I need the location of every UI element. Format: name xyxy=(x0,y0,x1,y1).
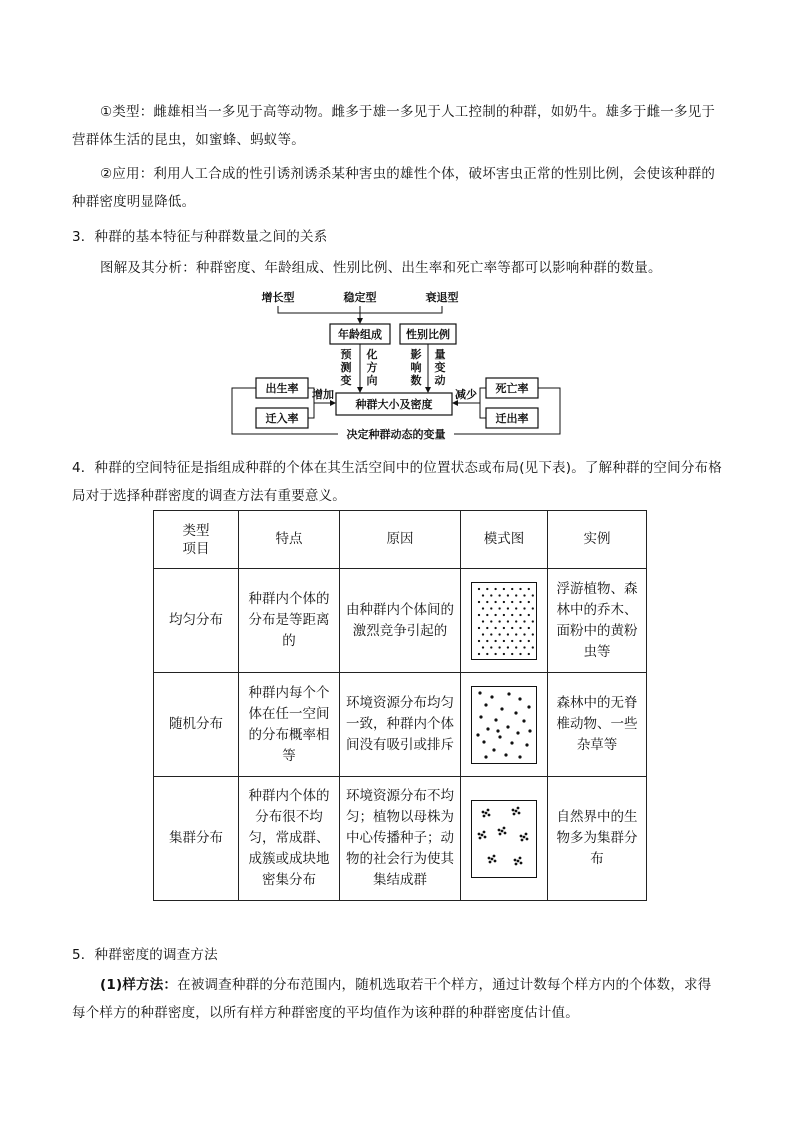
pattern-dot xyxy=(527,705,530,708)
pattern-dot xyxy=(515,620,517,622)
pattern-dot xyxy=(528,626,530,628)
pattern-dot xyxy=(490,633,492,635)
section-3-text: 图解及其分析：种群密度、年龄组成、性别比例、出生率和死亡率等都可以影响种群的数量。 xyxy=(100,260,662,276)
pattern-dot xyxy=(519,587,521,589)
pattern-dot xyxy=(476,733,479,736)
cell-type: 均匀分布 xyxy=(154,569,239,673)
pattern-dot xyxy=(486,652,488,654)
section-4-title: 4．种群的空间特征是指组成种群的个体在其生活空间中的位置状态或布局(见下表)。了解种群的空间分布格局对于选择种群密度的调查方法有重要意义。 xyxy=(72,460,722,504)
pattern-dot xyxy=(522,719,525,722)
pattern-dot xyxy=(494,639,496,641)
pattern-dot xyxy=(523,594,525,596)
pattern-dot xyxy=(511,587,513,589)
pattern-dot xyxy=(486,587,488,589)
text-change-3: 向 xyxy=(366,374,378,387)
pattern-dot xyxy=(482,646,484,648)
pattern-dot xyxy=(511,600,513,602)
pattern-dot xyxy=(494,859,497,862)
pattern-dot xyxy=(503,600,505,602)
sampling-method-text: 在被调查种群的分布范围内，随机选取若干个样方，通过计数每个样方内的个体数，求得每个样方的种群密度，以所有样方种群密度的平均值作为该种群的种群密度估计值。 xyxy=(72,977,712,1021)
text-quantity-1: 量 xyxy=(434,348,446,361)
pattern-dot xyxy=(494,652,496,654)
pattern-dot xyxy=(515,862,518,865)
pattern-dot xyxy=(494,718,497,721)
pattern-dot xyxy=(478,832,481,835)
pattern-dot xyxy=(482,740,485,743)
header-type: 类型 xyxy=(182,522,210,539)
pattern-dot xyxy=(478,652,480,654)
pattern-dot xyxy=(490,620,492,622)
pattern-dot xyxy=(510,741,513,744)
header-item: 项目 xyxy=(182,540,210,557)
pattern-dot xyxy=(486,626,488,628)
pattern-dot xyxy=(532,594,534,596)
pattern-dot xyxy=(482,810,485,813)
pattern-dot xyxy=(478,600,480,602)
pattern-dot xyxy=(483,814,486,817)
pattern-dot xyxy=(479,836,482,839)
section-5-text xyxy=(72,971,722,1027)
pattern-dot xyxy=(523,646,525,648)
pattern-dot xyxy=(503,626,505,628)
pattern-dot xyxy=(481,833,484,836)
pattern-dot xyxy=(478,626,480,628)
table-row xyxy=(154,673,647,777)
label-sex-ratio: 性别比例 xyxy=(406,328,450,341)
pattern-dot xyxy=(507,646,509,648)
cell-example: 森林中的无脊椎动物、一些杂草等 xyxy=(548,673,647,777)
cell-cause: 由种群内个体间的激烈竞争引起的 xyxy=(340,569,461,673)
text-quantity-2: 变 xyxy=(434,361,446,374)
paragraph-sex-ratio-application: ②应用：利用人工合成的性引诱剂诱杀某种害虫的雄性个体，破坏害虫正常的性别比例，会使该种群的种群密度明显降低。 xyxy=(72,166,716,210)
pattern-dot xyxy=(503,826,506,829)
cell-feature: 种群内每个个体在任一空间的分布概率相等 xyxy=(239,673,340,777)
label-stable-type: 稳定型 xyxy=(343,291,377,304)
pattern-dot xyxy=(506,725,509,728)
pattern-dot xyxy=(482,620,484,622)
pattern-dot xyxy=(478,613,480,615)
cell-pattern xyxy=(461,673,548,777)
pattern-dot xyxy=(528,587,530,589)
pattern-dot xyxy=(486,639,488,641)
uniform-distribution-pattern xyxy=(471,582,537,660)
section-5-title: 5．种群密度的调查方法 xyxy=(72,947,218,963)
pattern-dot xyxy=(519,652,521,654)
pattern-dot xyxy=(507,692,510,695)
pattern-dot xyxy=(494,626,496,628)
pattern-dot xyxy=(494,587,496,589)
population-characteristics-diagram xyxy=(226,288,566,440)
pattern-dot xyxy=(511,626,513,628)
label-death-rate: 死亡率 xyxy=(495,382,529,395)
paragraph-sex-ratio-types: ①类型：雌雄相当一多见于高等动物。雌多于雄一多见于人工控制的种群，如奶牛。雄多于雌一多见于营群体生活的昆虫，如蜜蜂、蚂蚁等。 xyxy=(72,104,716,148)
pattern-dot xyxy=(490,695,493,698)
cell-example: 浮游植物、森林中的乔木、面粉中的黄粉虫等 xyxy=(548,569,647,673)
header-cause: 原因 xyxy=(340,511,461,569)
pattern-dot xyxy=(486,613,488,615)
pattern-dot xyxy=(528,613,530,615)
pattern-dot xyxy=(498,633,500,635)
pattern-dot xyxy=(482,594,484,596)
cell-type: 随机分布 xyxy=(154,673,239,777)
pattern-dot xyxy=(500,707,503,710)
pattern-dot xyxy=(521,838,524,841)
pattern-dot xyxy=(494,613,496,615)
pattern-dot xyxy=(520,861,523,864)
text-predict-1: 预 xyxy=(340,348,352,361)
pattern-dot xyxy=(498,735,501,738)
table-row xyxy=(154,777,647,901)
pattern-dot xyxy=(479,715,482,718)
pattern-dot xyxy=(483,830,486,833)
pattern-dot xyxy=(518,755,521,758)
pattern-dot xyxy=(515,633,517,635)
pattern-dot xyxy=(484,755,487,758)
pattern-dot xyxy=(523,620,525,622)
pattern-dot xyxy=(504,753,507,756)
pattern-dot xyxy=(507,620,509,622)
pattern-dot xyxy=(515,594,517,596)
pattern-dot xyxy=(489,860,492,863)
pattern-dot xyxy=(486,727,489,730)
pattern-dot xyxy=(501,829,504,832)
cell-cause: 环境资源分布不均匀；植物以母株为中心传播种子；动物的社会行为使其集结成群 xyxy=(340,777,461,901)
cell-feature: 种群内个体的分布是等距离的 xyxy=(239,569,340,673)
cell-pattern xyxy=(461,569,548,673)
header-type-item xyxy=(154,511,239,569)
text-change-1: 化 xyxy=(366,348,378,361)
cell-type: 集群分布 xyxy=(154,777,239,901)
pattern-dot xyxy=(493,854,496,857)
cell-example: 自然界中的生物多为集群分布 xyxy=(548,777,647,901)
pattern-dot xyxy=(518,697,521,700)
pattern-dot xyxy=(478,639,480,641)
pattern-dot xyxy=(488,856,491,859)
pattern-dot xyxy=(526,837,529,840)
label-decrease: 减少 xyxy=(455,388,477,401)
label-birth-rate: 出生率 xyxy=(265,382,299,395)
header-feature: 特点 xyxy=(239,511,340,569)
pattern-dot xyxy=(519,639,521,641)
pattern-dot xyxy=(532,633,534,635)
pattern-dot xyxy=(490,607,492,609)
pattern-dot xyxy=(499,832,502,835)
pattern-dot xyxy=(507,633,509,635)
pattern-dot xyxy=(532,646,534,648)
pattern-dot xyxy=(519,613,521,615)
cell-pattern xyxy=(461,777,548,901)
label-increase: 增加 xyxy=(312,388,334,401)
pattern-dot xyxy=(492,748,495,751)
spatial-distribution-table xyxy=(153,510,647,901)
pattern-dot xyxy=(517,859,520,862)
pattern-dot xyxy=(482,607,484,609)
pattern-dot xyxy=(528,652,530,654)
pattern-dot xyxy=(511,613,513,615)
pattern-dot xyxy=(525,743,528,746)
table-row xyxy=(154,569,647,673)
section-3-title: 3．种群的基本特征与种群数量之间的关系 xyxy=(72,229,328,245)
pattern-dot xyxy=(491,857,494,860)
cell-cause: 环境资源分布均匀一致，种群内个体间没有吸引或排斥 xyxy=(340,673,461,777)
label-growth-type: 增长型 xyxy=(261,291,295,304)
pattern-dot xyxy=(490,594,492,596)
pattern-dot xyxy=(516,731,519,734)
label-decline-type: 衰退型 xyxy=(425,291,459,304)
pattern-dot xyxy=(517,806,520,809)
header-example: 实例 xyxy=(548,511,647,569)
pattern-dot xyxy=(478,691,481,694)
text-change-2: 方 xyxy=(366,361,378,374)
header-pattern: 模式图 xyxy=(461,511,548,569)
pattern-dot xyxy=(525,832,528,835)
pattern-dot xyxy=(519,626,521,628)
pattern-dot xyxy=(513,812,516,815)
pattern-dot xyxy=(507,607,509,609)
pattern-dot xyxy=(528,600,530,602)
pattern-dot xyxy=(528,639,530,641)
pattern-dot xyxy=(519,600,521,602)
label-population-size-density: 种群大小及密度 xyxy=(355,398,433,411)
text-quantity-3: 动 xyxy=(434,374,446,387)
pattern-dot xyxy=(494,600,496,602)
pattern-dot xyxy=(528,729,531,732)
pattern-dot xyxy=(507,594,509,596)
text-affect-2: 响 xyxy=(410,361,422,374)
pattern-dot xyxy=(532,607,534,609)
text-affect-3: 数 xyxy=(410,374,422,387)
pattern-dot xyxy=(515,607,517,609)
pattern-dot xyxy=(496,729,499,732)
pattern-dot xyxy=(514,858,517,861)
pattern-dot xyxy=(519,856,522,859)
pattern-dot xyxy=(523,607,525,609)
pattern-dot xyxy=(503,587,505,589)
pattern-dot xyxy=(498,646,500,648)
label-dynamics-variables: 决定种群动态的变量 xyxy=(346,428,446,440)
pattern-dot xyxy=(518,811,521,814)
pattern-dot xyxy=(498,607,500,609)
pattern-dot xyxy=(503,639,505,641)
label-age-structure: 年龄组成 xyxy=(338,328,382,341)
label-emigration: 迁出率 xyxy=(495,412,529,425)
pattern-dot xyxy=(498,594,500,596)
pattern-dot xyxy=(515,646,517,648)
pattern-dot xyxy=(511,652,513,654)
pattern-dot xyxy=(523,835,526,838)
pattern-dot xyxy=(486,600,488,602)
pattern-dot xyxy=(514,711,517,714)
sampling-method-label: (1)样方法： xyxy=(100,977,178,993)
pattern-dot xyxy=(487,808,490,811)
pattern-dot xyxy=(484,835,487,838)
pattern-dot xyxy=(504,831,507,834)
pattern-dot xyxy=(503,613,505,615)
pattern-dot xyxy=(515,809,518,812)
label-immigration: 迁入率 xyxy=(265,412,299,425)
pattern-dot xyxy=(484,703,487,706)
clumped-distribution-pattern xyxy=(471,800,537,878)
pattern-dot xyxy=(532,620,534,622)
pattern-dot xyxy=(511,639,513,641)
pattern-dot xyxy=(488,813,491,816)
text-affect-1: 影 xyxy=(410,348,422,361)
random-distribution-pattern xyxy=(471,686,537,764)
right-bracket xyxy=(480,388,486,418)
text-predict-3: 变 xyxy=(340,374,352,387)
pattern-dot xyxy=(503,652,505,654)
pattern-dot xyxy=(485,811,488,814)
cell-feature: 种群内个体的分布很不均匀，常成群、成簇或成块地密集分布 xyxy=(239,777,340,901)
pattern-dot xyxy=(520,834,523,837)
pattern-dot xyxy=(498,828,501,831)
pattern-dot xyxy=(478,587,480,589)
table-header-row xyxy=(154,511,647,569)
text-predict-2: 测 xyxy=(340,361,352,374)
pattern-dot xyxy=(490,646,492,648)
pattern-dot xyxy=(512,808,515,811)
pattern-dot xyxy=(523,633,525,635)
pattern-dot xyxy=(498,620,500,622)
pattern-dot xyxy=(482,633,484,635)
